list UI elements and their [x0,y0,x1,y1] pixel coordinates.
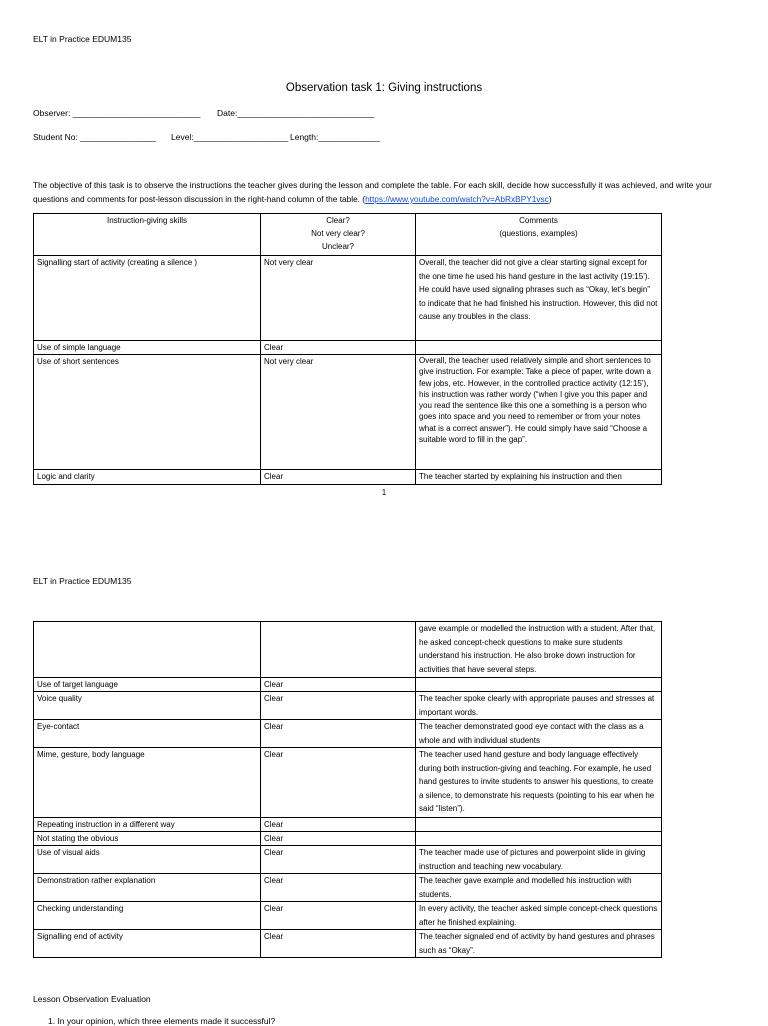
clarity-cell: Clear [261,874,416,902]
page-number: 1 [381,488,387,497]
task-description [33,178,733,206]
comment-cell: The teacher started by explaining his instruction and then [416,470,662,485]
skill-cell: Demonstration rather explanation [34,874,261,902]
comment-cell [416,818,662,832]
comment-cell: The teacher demonstrated good eye contact with the class as a whole and with individual students [416,720,662,748]
comment-cell [416,678,662,692]
table-row [34,692,662,720]
date-field: Date:_____________________________ [217,108,375,118]
observation-table-page2 [33,621,662,958]
header-clarity: Clear? Not very clear? Unclear? [261,214,416,256]
page-header: ELT in Practice EDUM135 [33,576,132,586]
clarity-cell: Clear [261,930,416,958]
table-header-row [34,214,662,256]
clarity-cell: Clear [261,692,416,720]
skill-cell: Signalling start of activity (creating a silence ) [34,256,261,341]
skill-cell: Voice quality [34,692,261,720]
clarity-cell: Not very clear [261,256,416,341]
clarity-cell: Not very clear [261,355,416,470]
clarity-cell: Clear [261,818,416,832]
table-row [34,678,662,692]
length-field: Length:_____________ [290,132,380,142]
skill-cell: Repeating instruction in a different way [34,818,261,832]
table-row [34,470,662,485]
comment-cell: The teacher used hand gesture and body language effectively during both instruction-giving and teaching. For example, he used hand gestures to invite students to answer his questions, to create a silence, to demonstrate his requests (pointing to his ear when he said “listen”). [416,748,662,818]
skill-cell: Eye-contact [34,720,261,748]
header-skills: Instruction-giving skills [34,214,261,256]
table-row [34,902,662,930]
table-row [34,720,662,748]
skill-cell: Use of short sentences [34,355,261,470]
youtube-link[interactable]: https://www.youtube.com/watch?v=AbRxBPY1vsc [365,194,549,204]
table-row [34,256,662,341]
table-row [34,846,662,874]
clarity-cell: Clear [261,678,416,692]
skill-cell: Signalling end of activity [34,930,261,958]
comment-cell [416,832,662,846]
comment-cell [416,341,662,355]
level-field: Level:____________________ [171,132,289,142]
clarity-cell: Clear [261,720,416,748]
student-no-field: Student No: ________________ [33,132,156,142]
comment-cell: The teacher made use of pictures and powerpoint slide in giving instruction and teaching new vocabulary. [416,846,662,874]
table-row [34,748,662,818]
skill-cell: Use of simple language [34,341,261,355]
clarity-cell [261,622,416,678]
page-title: Observation task 1: Giving instructions [285,82,483,94]
clarity-cell: Clear [261,748,416,818]
table-row [34,818,662,832]
comment-cell: Overall, the teacher did not give a clear starting signal except for the one time he used his hand gesture in the last activity (19:15’). He could have used signaling phrases such as “Okay, let’s begin” to indicate that he had finished his instruction. However, this did not cause any troubles in the class. [416,256,662,341]
comment-cell: The teacher signaled end of activity by hand gestures and phrases such as “Okay”. [416,930,662,958]
skill-cell: Checking understanding [34,902,261,930]
table-row [34,874,662,902]
header-comments: Comments (questions, examples) [416,214,662,256]
evaluation-title: Lesson Observation Evaluation [33,994,151,1004]
comment-cell: The teacher spoke clearly with appropriate pauses and stresses at important words. [416,692,662,720]
skill-cell: Use of visual aids [34,846,261,874]
comment-cell: In every activity, the teacher asked simple concept-check questions after he finished explaining. [416,902,662,930]
clarity-cell: Clear [261,846,416,874]
table-row [34,930,662,958]
clarity-cell: Clear [261,341,416,355]
comment-cell: Overall, the teacher used relatively simple and short sentences to give instruction. For example: Take a piece of paper, write down a few jobs, etc. However, in the controlled practice activity (12:15’), his instruction was rather wordy (“when I give you this paper and you read the sentence like this one a something is a person who goes into space and you need to remember or from your notes what is a correct answer”). He could simply have said “Choose a suitable word to fill in the gap”. [416,355,662,470]
table-row [34,341,662,355]
skill-cell: Logic and clarity [34,470,261,485]
clarity-cell: Clear [261,832,416,846]
comment-cell: The teacher gave example and modelled his instruction with students. [416,874,662,902]
observation-table-page1 [33,213,662,485]
comment-cell: gave example or modelled the instruction with a student. After that, he asked concept-check questions to make sure students understand his instruction. He also broke down instruction for activities that have several steps. [416,622,662,678]
task-description-close: ) [548,194,552,204]
evaluation-question-1: 1. In your opinion, which three elements made it successful? [48,1016,276,1026]
skill-cell: Not stating the obvious [34,832,261,846]
clarity-cell: Clear [261,470,416,485]
table-row [34,622,662,678]
skill-cell: Mime, gesture, body language [34,748,261,818]
clarity-cell: Clear [261,902,416,930]
table-row [34,355,662,470]
table-row [34,832,662,846]
skill-cell [34,622,261,678]
page-header: ELT in Practice EDUM135 [33,34,132,44]
task-description-text: The objective of this task is to observe the instructions the teacher gives during the lesson and complete the table. For each skill, decide how successfully it was achieved, and write your questions and comments for post-lesson discussion in the right-hand column of the table. ( [33,180,712,204]
observer-field: Observer: ___________________________ [33,108,201,118]
skill-cell: Use of target language [34,678,261,692]
